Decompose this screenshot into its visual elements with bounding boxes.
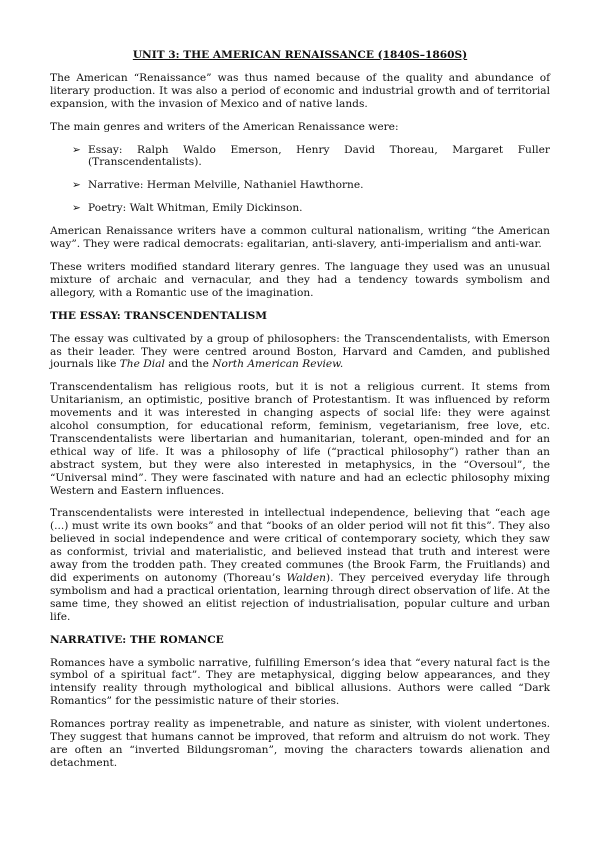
- journal-title: The Dial: [119, 358, 165, 371]
- book-title: Walden: [286, 572, 326, 584]
- arrow-bullet-icon: ➢: [72, 179, 81, 192]
- narrative-paragraph-2: Romances portray reality as impenetrable, and nature as sinister, with violent undertones. They suggest that humans cannot be improved, that reform and altruism do not work. They are often an “inverted Bildungsroman”, moving the characters towards alienation and detachment.: [50, 718, 550, 769]
- section-heading-essay: THE ESSAY: TRANSCENDENTALISM: [50, 309, 268, 322]
- genre-item-essay: [50, 144, 550, 170]
- text-run: The essay was cultivated by a group of philosophers: the Transcendentalists, with Emerson as their leader. They were centred around Boston, Harvard and Camden, and published journals like: [50, 332, 550, 371]
- text-run: and the: [164, 358, 213, 371]
- genre-item-narrative: [50, 179, 550, 192]
- text-run: Transcendentalists were interested in intellectual independence, believing that “each age (...) must write its own books” and that “books of an older period will not fit this”. They also believed in social independence and were critical of contemporary society, which they saw as conformist, trivial and materialistic, and believed instead that truth and interest were away from the trodden path. They created communes (the Brook Farm, the Fruitlands) and did experiments on autonomy (Thoreau’s: [50, 507, 550, 584]
- journal-title: North American Review.: [212, 358, 344, 371]
- genre-item-text: Poetry: Walt Whitman, Emily Dickinson.: [88, 202, 303, 215]
- arrow-bullet-icon: ➢: [72, 202, 81, 215]
- nationalism-paragraph: American Renaissance writers have a common cultural nationalism, writing “the American way”. They were radical democrats: egalitarian, anti-slavery, anti-imperialism and anti-war.: [50, 225, 550, 251]
- genre-item-text: Essay: Ralph Waldo Emerson, Henry David Thoreau, Margaret Fuller (Transcendentalists).: [88, 143, 550, 169]
- literary-genres-paragraph: These writers modified standard literary genres. The language they used was an unusual mixture of archaic and vernacular, and they had a tendency towards symbolism and allegory, with a Romantic use of the imagination.: [50, 260, 550, 299]
- text-run: ). They perceived everyday life through symbolism and had a practical orientation, learning through direct observation of life. At the same time, they showed an elitist rejection of industrialisation, popular culture and urban life.: [50, 572, 550, 623]
- genre-item-poetry: [50, 202, 550, 215]
- narrative-paragraph-1: Romances have a symbolic narrative, fulfilling Emerson’s idea that “every natural fact is the symbol of a spiritual fact”. They are metaphysical, digging below appearances, and they intensify reality through mythological and biblical allusions. Authors were called “Dark Romantics” for the pessimistic nature of their stories.: [50, 656, 550, 708]
- genres-intro-paragraph: The main genres and writers of the American Renaissance were:: [50, 120, 399, 133]
- arrow-bullet-icon: ➢: [72, 143, 81, 156]
- section-heading-narrative: NARRATIVE: THE ROMANCE: [50, 633, 224, 646]
- genre-item-text: Narrative: Herman Melville, Nathaniel Hawthorne.: [88, 179, 364, 192]
- essay-paragraph-3: [50, 507, 550, 623]
- genres-list: [50, 144, 550, 216]
- intro-paragraph: The American “Renaissance” was thus named because of the quality and abundance of literary production. It was also a period of economic and industrial growth and of territorial expansion, with the invasion of Mexico and of native lands.: [50, 71, 550, 110]
- essay-paragraph-2: Transcendentalism has religious roots, but it is not a religious current. It stems from Unitarianism, an optimistic, positive branch of Protestantism. It was influenced by reform movements and it was interested in changing aspects of social life: they were against alcohol consumption, for educational reform, feminism, vegetarianism, free love, etc. Transcendentalists were libertarian and humanitarian, tolerant, open-minded and for an ethical way of life. It was a philosophy of life (“practical philosophy”) rather than an abstract system, but they were also interested in metaphysics, in the “Oversoul”, the “Universal mind”. They were fascinated with nature and had an eclectic philosophy mixing Western and Eastern influences.: [50, 381, 550, 497]
- essay-paragraph-1: [50, 333, 550, 372]
- page-title: UNIT 3: THE AMERICAN RENAISSANCE (1840S–1860S): [132, 49, 468, 61]
